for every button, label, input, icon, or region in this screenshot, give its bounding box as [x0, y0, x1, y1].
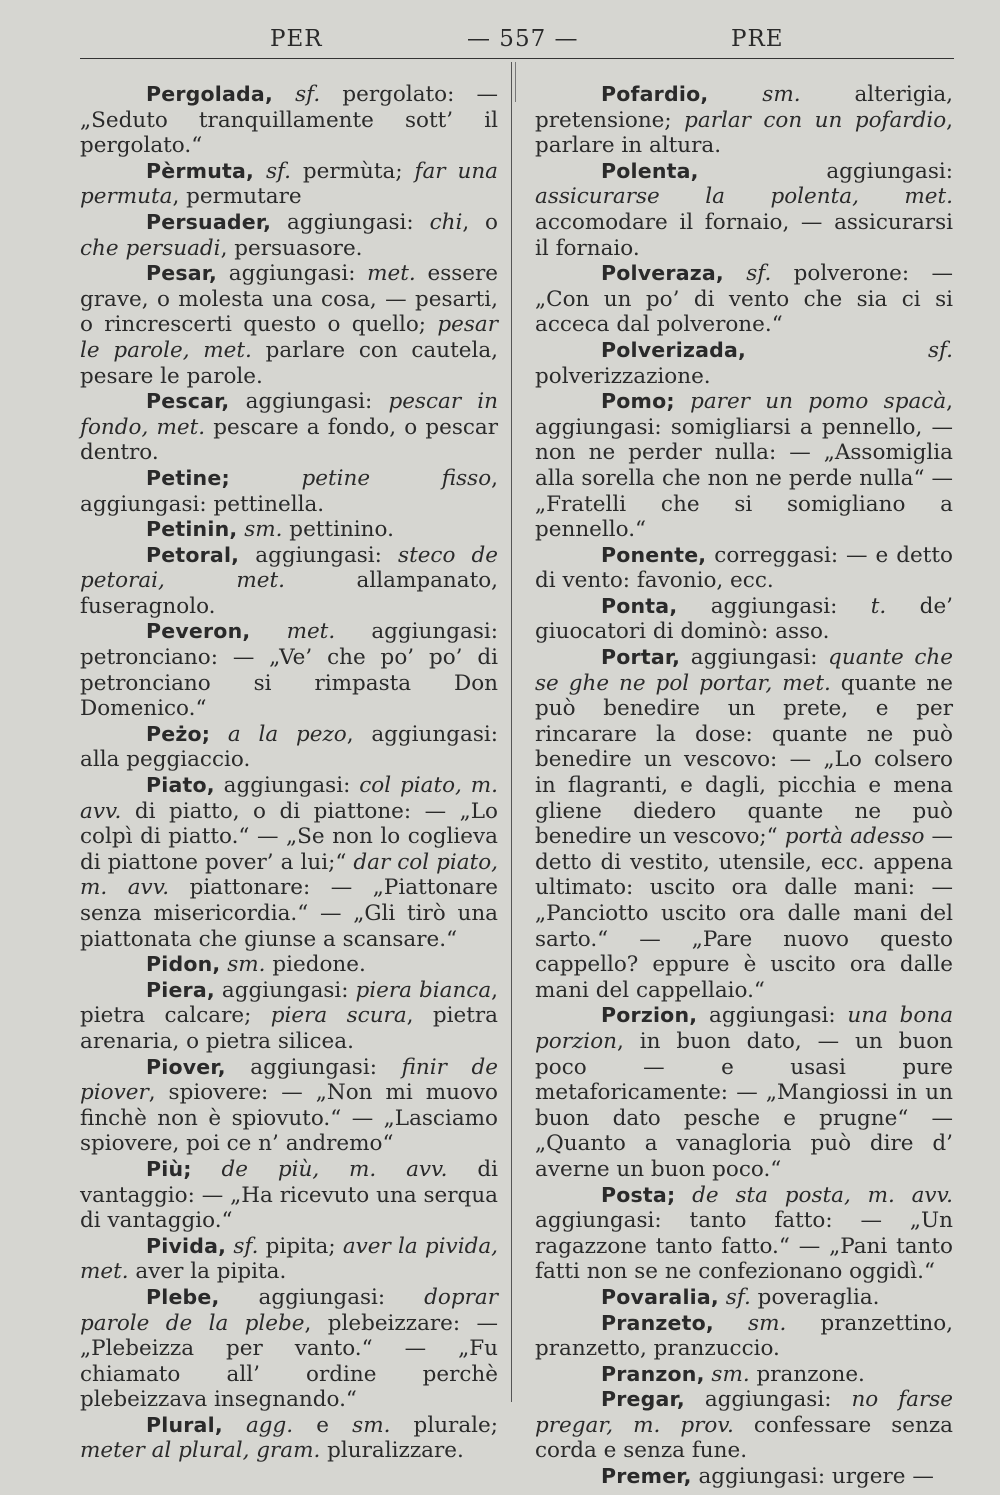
entry-text: poveraglia. [750, 1284, 880, 1310]
dictionary-entry [535, 543, 953, 594]
entry-headword: Pescar, [146, 389, 230, 414]
entry-headword: Portar, [601, 645, 681, 670]
entry-text: , permutare [172, 184, 302, 210]
entry-headword: Pranzon, [601, 1361, 705, 1386]
entry-headword: Piera, [146, 977, 215, 1002]
entry-italic-text: sm. [227, 952, 266, 978]
entry-headword: Pèrmuta, [146, 158, 255, 183]
entry-text: , o [462, 209, 498, 235]
dictionary-entry [80, 1413, 498, 1464]
entry-italic-text: pescar in fondo, met. [80, 389, 499, 440]
entry-italic-text: piera bianca [355, 977, 492, 1003]
dictionary-entry [535, 645, 953, 1003]
entry-text: essere grave, o molesta una cosa, — pesarti, o rincrescerti questo o quello; [80, 261, 499, 338]
entry-italic-text: steco de petorai, met. [80, 542, 498, 594]
dictionary-entry [80, 543, 498, 620]
entry-text: aggiungasi: petronciano: — „Ve’ che po’ po’ di petronciano si rimpasta Don Domenico.“ [80, 619, 498, 722]
entry-headword: Petine; [146, 465, 230, 490]
entry-headword: Pranzeto, [601, 1310, 714, 1335]
dictionary-entry [80, 389, 498, 466]
entry-text: pergolato: — „Seduto tranquillamente sott’ il pergolato.“ [80, 82, 498, 159]
entry-text: aggiungasi: tanto fatto: — „Un ragazzone tanto fatto.“ — „Pani tanto fatti non se ne confezionano oggidì.“ [535, 1208, 953, 1285]
entry-italic-text: assicurarse la polenta, met. [535, 184, 953, 210]
entry-text: di vantaggio: — „Ha ricevuto una serqua di vantaggio.“ [80, 1156, 498, 1234]
dictionary-entry [80, 1157, 498, 1234]
entry-text: allampanato, fuseragnolo. [80, 568, 499, 619]
entry-headword: Posta; [601, 1182, 676, 1207]
entry-italic-text: sm. [352, 1412, 391, 1438]
dictionary-entry [535, 594, 953, 645]
entry-italic-text: sf. [233, 1233, 259, 1259]
entry-text: , parlare in altura. [535, 107, 954, 159]
entry-text: di piatto, o di piattone: — „Lo colpì di piatto.“ — „Se non lo coglieva di piattone pover’ a lui;“ [80, 798, 498, 875]
entry-headword: Plebe, [146, 1284, 220, 1309]
entry-text: aggiungasi: [710, 593, 871, 619]
entry-italic-text: meter al plural, gram. [80, 1438, 321, 1464]
entry-italic-text: portà adesso [784, 824, 925, 850]
entry-italic-text: agg. [245, 1412, 294, 1438]
dictionary-entry [535, 261, 953, 338]
entry-text: aggiungasi: [228, 261, 368, 287]
entry-italic-text: sf. [927, 337, 953, 363]
entry-text: de’ giuocatori di dominò: asso. [535, 593, 954, 645]
entry-italic-text: che persuadi [80, 235, 221, 261]
dictionary-entry [80, 466, 498, 517]
entry-headword: Petinin, [146, 517, 238, 542]
dictionary-entry [535, 1003, 953, 1182]
entry-text: , spiovere: — „Non mi muovo finchè non è spiovuto.“ — „Lasciamo spiovere, poi ce n’ andremo“ [80, 1080, 498, 1157]
entry-text: , aggiungasi: somigliarsi a pennello, — non ne perder nulla: — „Assomiglia alla sorella che non ne perde nulla“ — „Fratelli che si somigliano a pennello.“ [535, 389, 953, 543]
entry-italic-text: a la pezo [227, 721, 347, 747]
entry-italic-text: doprar parole de la plebe [80, 1284, 498, 1336]
entry-italic-text: chi [429, 209, 463, 235]
entry-text: aggiungasi: [255, 542, 399, 568]
dictionary-entry [80, 261, 498, 389]
dictionary-entry [80, 773, 498, 952]
dictionary-entry [535, 338, 953, 389]
entry-text: polverone: — „Con un po’ di vento che sia ci si acceca dal polverone.“ [535, 261, 953, 338]
entry-text: , persuasore. [220, 235, 363, 261]
entry-italic-text: una bona porzion [535, 1003, 954, 1054]
entry-text: pranzone. [749, 1361, 865, 1387]
entry-headword: Polverizada, [601, 337, 746, 362]
entry-text: aggiungasi: [709, 1003, 848, 1029]
entry-text: , plebeizzare: — „Plebeizza per vanto.“ — „Fu chiamato all’ ordine perchè plebeizzava insegnando.“ [80, 1310, 499, 1413]
entry-text: pipita; [258, 1233, 343, 1259]
dictionary-entry [535, 1285, 953, 1311]
entry-italic-text: met. [286, 619, 336, 645]
entry-italic-text: sm. [711, 1361, 750, 1387]
entry-text: plurale; [390, 1412, 498, 1438]
entry-text: aggiungasi: [223, 773, 360, 799]
header-right-guideword: PRE [731, 26, 784, 52]
entry-italic-text: dar col piato, m. avv. [80, 849, 499, 901]
entry-text: e [293, 1412, 353, 1438]
entry-text: pescare a fondo, o pescar dentro. [80, 414, 498, 466]
entry-italic-text: parlar con un pofardio [684, 107, 947, 133]
entry-text: permùta; [291, 158, 415, 184]
entry-headword: Pergolada, [146, 82, 273, 106]
dictionary-entry [535, 1464, 953, 1490]
entry-headword: Premer, [601, 1464, 692, 1489]
entry-headword: Povaralia, [601, 1284, 719, 1309]
entry-headword: Petoral, [146, 542, 240, 567]
entry-headword: Pidon, [146, 952, 221, 977]
entry-text: aggiungasi: urgere — [698, 1464, 934, 1490]
dictionary-entry [80, 159, 498, 210]
entry-text: confessare senza corda e senza fune. [535, 1412, 953, 1464]
entry-italic-text: quante che se ghe ne pol portar, met. [535, 645, 953, 696]
entry-text: pettinino. [282, 517, 394, 543]
entry-italic-text: de più, m. avv. [221, 1156, 448, 1182]
entry-text: aggiungasi: [287, 209, 430, 235]
dictionary-entry [80, 517, 498, 543]
entry-italic-text: t. [870, 593, 887, 619]
dictionary-entry [80, 722, 498, 773]
entry-headword: Pofardio, [601, 82, 709, 106]
entry-italic-text: sf. [746, 261, 772, 287]
entry-text: , pietra calcare; [80, 977, 498, 1029]
entry-italic-text: sm. [748, 1310, 787, 1336]
entry-headword: Pesar, [146, 261, 218, 286]
entry-text: pluralizzare. [320, 1438, 464, 1464]
dictionary-entry [80, 1055, 498, 1157]
entry-headword: Piover, [146, 1054, 226, 1079]
entry-headword: Più; [146, 1156, 192, 1181]
entry-text: aggiungasi: [690, 645, 829, 671]
entry-text: aggiungasi: [245, 389, 389, 415]
entry-text: , in buon dato, — un buon poco — e usasi pure metaforicamente: — „Mangiossi in un buon dato pesche e prugne“ — „Quanto a vanagloria può dire d’ averne un buon poco.“ [535, 1028, 953, 1182]
dictionary-entry [535, 1183, 953, 1285]
entry-italic-text: sm. [244, 517, 283, 543]
entry-italic-text: parer un pomo spacà [690, 389, 947, 415]
entry-text: correggasi: — e detto di vento: favonio, ecc. [535, 542, 953, 594]
entry-italic-text: pesar le parole, met. [80, 312, 498, 363]
entry-headword: Ponente, [601, 542, 707, 567]
entry-italic-text: met. [367, 261, 416, 287]
entry-text: quante ne può benedire un prete, e per rincarare la dose: quante ne può benedire un vescovo: — „Lo colsero in flagranti, e dagli, picchia e mena gliene diedero quante ne può benedire un vescovo;“ [535, 670, 953, 850]
entry-text: aggiungasi: [250, 1054, 402, 1080]
left-column [80, 82, 498, 1464]
entry-text: piedone. [265, 952, 366, 978]
entry-italic-text: col piato, m. avv. [80, 773, 498, 824]
entry-italic-text: petine fisso [301, 465, 492, 491]
entry-italic-text: de sta posta, m. avv. [692, 1182, 953, 1208]
entry-headword: Polveraza, [601, 261, 724, 286]
entry-text: aver la pipita. [128, 1259, 287, 1285]
running-header [80, 26, 952, 58]
entry-text: parlare con cautela, pesare le parole. [80, 337, 498, 389]
dictionary-entry [80, 952, 498, 978]
dictionary-entry [80, 1285, 498, 1413]
entry-headword: Piato, [146, 773, 215, 798]
entry-headword: Persuader, [146, 209, 272, 234]
entry-italic-text: no farse pregar, m. prov. [535, 1387, 954, 1438]
dictionary-entry [80, 1234, 498, 1285]
entry-headword: Polenta, [601, 158, 699, 183]
entry-text: polverizzazione. [535, 363, 711, 389]
entry-text: aggiungasi: [258, 1284, 425, 1310]
entry-italic-text: sf. [725, 1284, 751, 1310]
dictionary-entry [80, 210, 498, 261]
dictionary-entry [535, 1311, 953, 1362]
entry-text: aggiungasi: [826, 158, 953, 184]
entry-text: aggiungasi: [221, 977, 356, 1003]
entry-italic-text: aver la pivida, met. [80, 1233, 498, 1285]
entry-text: — detto di vestito, utensile, ecc. appena ultimato: uscito ora dalle mani: — „Panciotto uscito ora dalle mani del sarto.“ — „Pare nuovo questo cappello? eppure è uscito ora dalle mani del cappellaio.“ [535, 824, 954, 1003]
entry-headword: Plural, [146, 1412, 223, 1437]
dictionary-entry [80, 619, 498, 721]
entry-text: aggiungasi: [704, 1387, 852, 1413]
dictionary-entry [535, 1387, 953, 1464]
dictionary-entry [535, 82, 953, 159]
entry-headword: Pomo; [601, 389, 675, 414]
entry-headword: Peżo; [146, 721, 211, 746]
entry-italic-text: far una permuta [80, 158, 499, 210]
page-number: — 557 — [467, 26, 579, 52]
entry-italic-text: piera scura [270, 1003, 407, 1029]
entry-headword: Peveron, [146, 619, 251, 644]
entry-text: , aggiungasi: alla peggiaccio. [80, 721, 498, 773]
header-rule [80, 58, 954, 59]
entry-text: piattonare: — „Piattonare senza misericordia.“ — „Gli tirò una piattonata che giunse a scansare.“ [80, 875, 498, 952]
entry-headword: Porzion, [601, 1003, 698, 1028]
header-left-guideword: PER [270, 26, 323, 52]
column-divider [511, 62, 512, 1402]
entry-headword: Ponta, [601, 593, 678, 618]
dictionary-entry [535, 159, 953, 261]
dictionary-entry [80, 978, 498, 1055]
entry-italic-text: sf. [295, 82, 321, 107]
entry-italic-text: finir de piover [80, 1054, 498, 1106]
entry-text: pranzettino, pranzetto, pranzuccio. [535, 1310, 953, 1362]
entry-italic-text: sm. [762, 82, 801, 107]
dictionary-entry [535, 1362, 953, 1388]
entry-text: accomodare il fornaio, — assicurarsi il fornaio. [535, 209, 953, 261]
entry-text: alterigia, pretensione; [535, 82, 953, 133]
entry-text: , pietra arenaria, o pietra silicea. [80, 1003, 498, 1054]
entry-text: , aggiungasi: pettinella. [80, 465, 498, 517]
right-column [535, 82, 953, 1490]
entry-headword: Pregar, [601, 1387, 685, 1412]
entry-headword: Pivida, [146, 1233, 227, 1258]
entry-italic-text: sf. [265, 158, 291, 184]
dictionary-entry [80, 82, 498, 159]
dictionary-entry [535, 389, 953, 543]
column-divider-secondary [515, 62, 516, 102]
